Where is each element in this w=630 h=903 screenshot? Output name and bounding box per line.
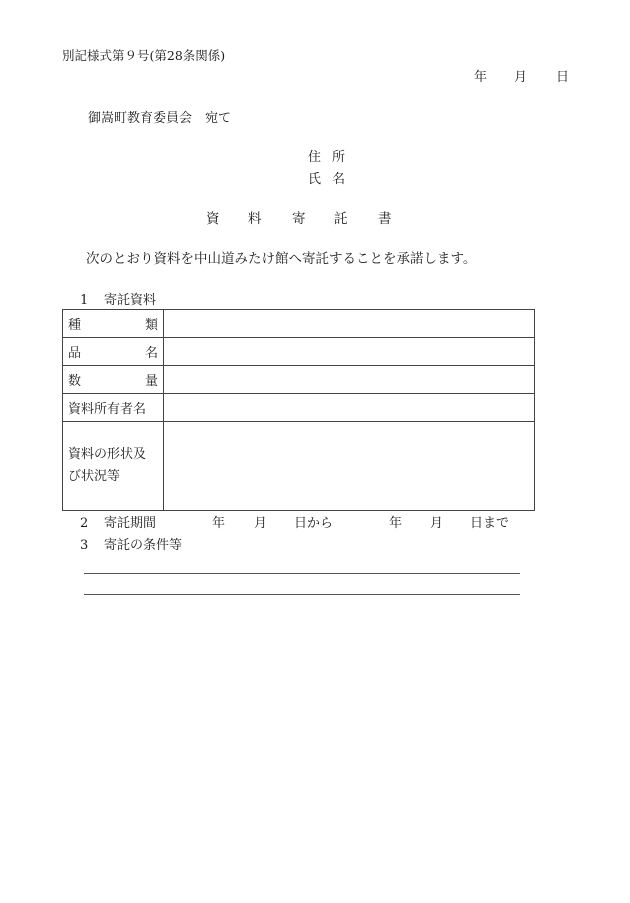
title-char: 書: [378, 211, 392, 227]
label-char: 量: [144, 374, 158, 389]
row-label-quantity: [63, 366, 164, 394]
table-row: [63, 366, 535, 394]
period-start-year: 年: [212, 516, 226, 531]
date-month: 月: [514, 70, 528, 85]
label-char: 類: [144, 318, 158, 333]
address-label: 住所: [308, 150, 357, 165]
condition-line-2[interactable]: [84, 594, 520, 595]
deposit-items-table: [62, 309, 535, 511]
period-end-month: 月: [430, 516, 444, 531]
row-label-owner: 資料所有者名: [63, 394, 164, 422]
value-owner[interactable]: [164, 394, 535, 422]
document-title: [206, 211, 392, 228]
row-label-condition: 資料の形状及び状況等: [63, 422, 164, 511]
value-condition[interactable]: [164, 422, 535, 511]
date-day: 日: [556, 70, 570, 85]
label-char: 数: [68, 374, 82, 389]
label-char: 名: [144, 346, 158, 361]
name-label: 氏名: [308, 172, 357, 187]
title-char: 寄: [292, 211, 306, 227]
table-row: [63, 394, 535, 422]
date-year: 年: [474, 70, 488, 85]
period-start-month: 月: [254, 516, 268, 531]
section2-period: [80, 517, 540, 531]
title-char: 資: [206, 211, 220, 227]
period-start-day: 日から: [294, 516, 334, 531]
table-row: [63, 338, 535, 366]
period-end-year: 年: [389, 516, 403, 531]
section2-title: 寄託期間: [104, 516, 157, 531]
section1-title: 寄託資料: [104, 293, 157, 308]
value-quantity[interactable]: [164, 366, 535, 394]
table-row: [63, 422, 535, 511]
condition-line-1[interactable]: [84, 573, 520, 574]
table-row: [63, 310, 535, 338]
row-label-type: [63, 310, 164, 338]
section3-title: 寄託の条件等: [104, 538, 183, 553]
section1-heading: [80, 294, 156, 307]
row-label-item-name: [63, 338, 164, 366]
value-item-name[interactable]: [164, 338, 535, 366]
value-type[interactable]: [164, 310, 535, 338]
label-char: 種: [68, 318, 82, 333]
label-char: 品: [68, 346, 82, 361]
form-number: 別記様式第９号(第28条関係): [62, 48, 226, 63]
date-line: [474, 71, 570, 85]
section2-number: 2: [80, 516, 89, 531]
title-char: 託: [334, 211, 348, 227]
title-char: 料: [248, 211, 262, 227]
section1-number: 1: [80, 293, 89, 308]
addressee: 御嵩町教育委員会 宛て: [88, 111, 232, 126]
section3-number: 3: [80, 538, 89, 553]
period-end-day: 日まで: [470, 516, 510, 531]
intro-text: 次のとおり資料を中山道みたけ館へ寄託することを承諾します。: [86, 251, 477, 267]
section3-heading: [80, 539, 182, 552]
